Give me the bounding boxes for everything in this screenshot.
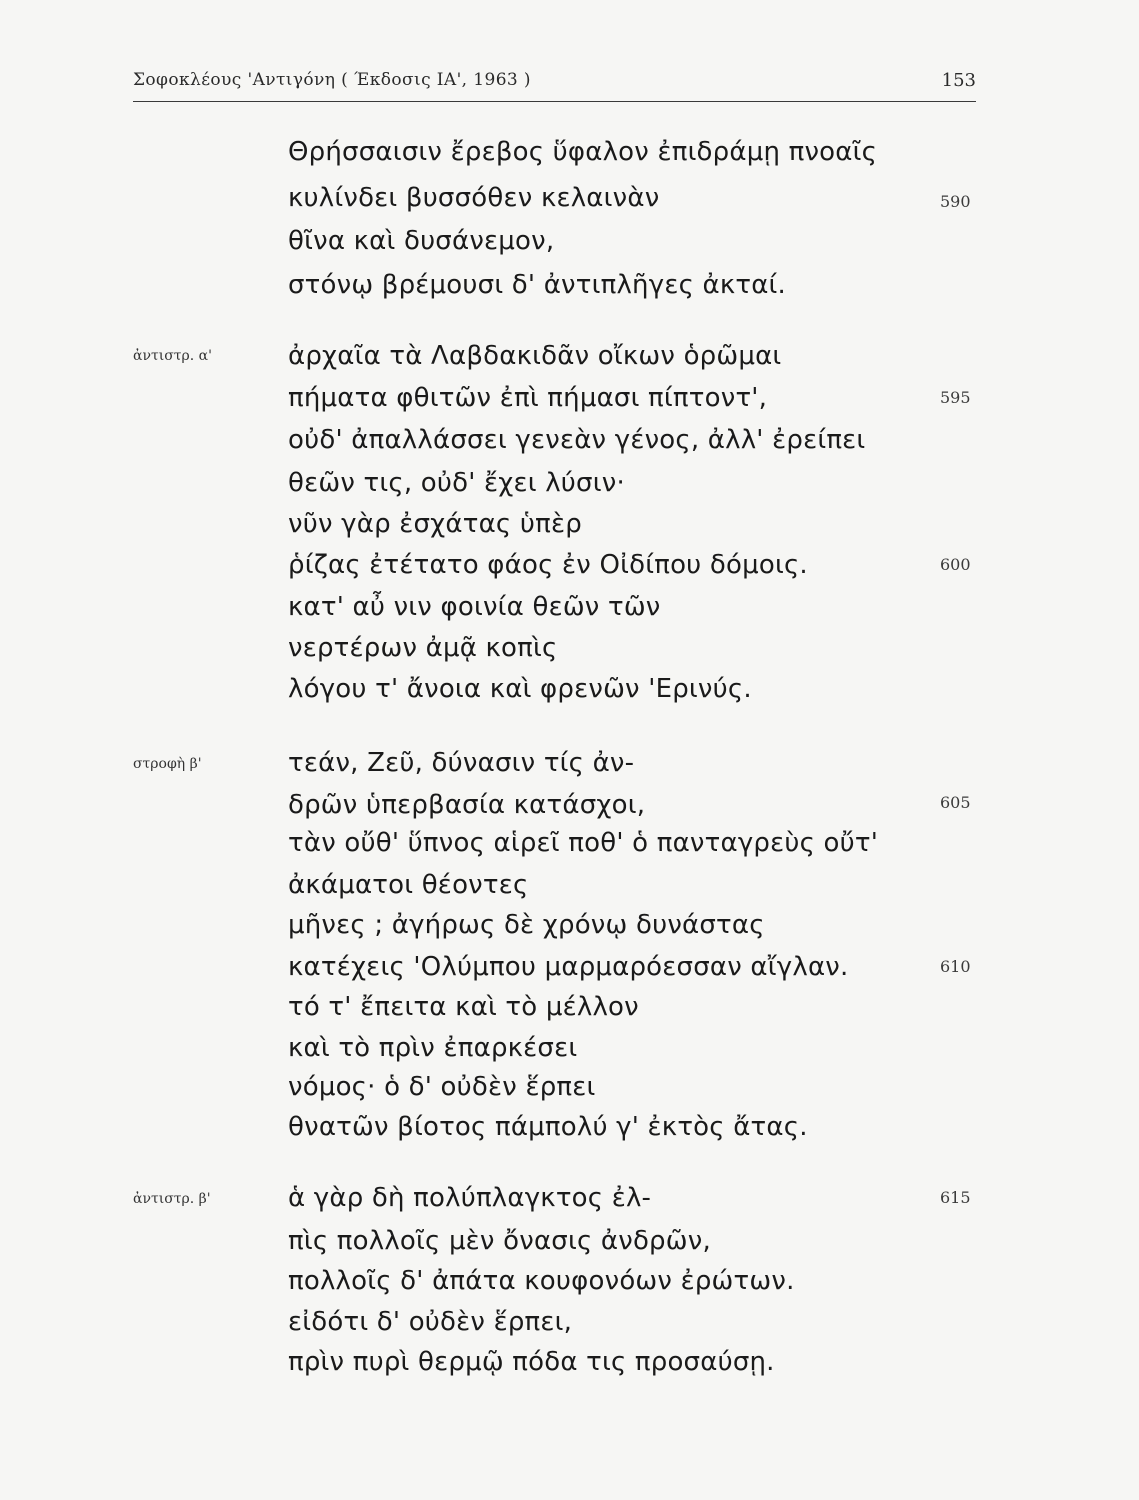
verse-line: στόνῳ βρέμουσι δ' ἀντιπλῆγες ἀκταί. xyxy=(288,270,787,300)
verse-line: κατ' αὖ νιν φοινία θεῶν τῶν xyxy=(288,592,661,622)
verse-line: νόμος· ὁ δ' οὐδὲν ἕρπει xyxy=(288,1072,596,1102)
stanza-label: ἀντιστρ. β' xyxy=(133,1191,211,1207)
verse-line: τὰν οὔθ' ὕπνος αἱρεῖ ποθ' ὁ πανταγρεὺς οὔτ' xyxy=(288,828,879,858)
verse-line: μῆνες ; ἀγήρως δὲ χρόνῳ δυνάστας xyxy=(288,910,765,940)
verse-line: δρῶν ὑπερβασία κατάσχοι, xyxy=(288,790,646,820)
running-title: Σοφοκλέους 'Αντιγόνη ( Έκδοσις ΙΑ', 1963 ) xyxy=(133,70,531,90)
verse-line: ἁ γὰρ δὴ πολύπλαγκτος ἐλ- xyxy=(288,1183,652,1213)
verse-line: πήματα φθιτῶν ἐπὶ πήμασι πίπτοντ', xyxy=(288,383,768,413)
verse-line: νερτέρων ἀμᾷ κοπὶς xyxy=(288,633,558,663)
verse-line: πρὶν πυρὶ θερμῷ πόδα τις προσαύσῃ. xyxy=(288,1347,775,1377)
stanza-label: στροφὴ β' xyxy=(133,756,202,772)
line-number: 610 xyxy=(940,957,971,976)
verse-line: κατέχεις 'Ολύμπου μαρμαρόεσσαν αἴγλαν. xyxy=(288,952,849,982)
verse-line: Θρήσσαισιν ἔρεβος ὕφαλον ἐπιδράμῃ πνοαῖς xyxy=(288,137,878,167)
verse-line: νῦν γὰρ ἐσχάτας ὑπὲρ xyxy=(288,509,582,539)
line-number: 590 xyxy=(940,192,971,211)
verse-line: πὶς πολλοῖς μὲν ὄνασις ἀνδρῶν, xyxy=(288,1226,711,1256)
header-rule xyxy=(133,101,976,102)
verse-line: θνατῶν βίοτος πάμπολύ γ' ἐκτὸς ἄτας. xyxy=(288,1112,808,1142)
verse-line: ῥίζας ἐτέτατο φάος ἐν Οἰδίπου δόμοις. xyxy=(288,550,808,580)
verse-line: θεῶν τις, οὐδ' ἔχει λύσιν· xyxy=(288,468,625,498)
line-number: 605 xyxy=(940,793,971,812)
line-number: 600 xyxy=(940,555,971,574)
verse-line: οὐδ' ἀπαλλάσσει γενεὰν γένος, ἀλλ' ἐρείπει xyxy=(288,425,866,455)
verse-line: τεάν, Ζεῦ, δύνασιν τίς ἀν- xyxy=(288,748,635,778)
page-number: 153 xyxy=(941,70,976,91)
verse-line: ἀκάματοι θέοντες xyxy=(288,870,529,900)
running-header xyxy=(133,66,976,100)
verse-line: πολλοῖς δ' ἀπάτα κουφονόων ἐρώτων. xyxy=(288,1266,795,1296)
verse-line: κυλίνδει βυσσόθεν κελαινὰν xyxy=(288,183,660,213)
verse-line: θῖνα καὶ δυσάνεμον, xyxy=(288,226,555,256)
stanza-label: ἀντιστρ. α' xyxy=(133,348,212,364)
line-number: 595 xyxy=(940,388,971,407)
verse-line: εἰδότι δ' οὐδὲν ἕρπει, xyxy=(288,1307,573,1337)
verse-line: λόγου τ' ἄνοια καὶ φρενῶν 'Ερινύς. xyxy=(288,674,752,704)
line-number: 615 xyxy=(940,1188,971,1207)
verse-line: καὶ τὸ πρὶν ἐπαρκέσει xyxy=(288,1033,578,1063)
verse-line: ἀρχαῖα τὰ Λαβδακιδᾶν οἴκων ὁρῶμαι xyxy=(288,341,782,371)
verse-line: τό τ' ἔπειτα καὶ τὸ μέλλον xyxy=(288,992,639,1022)
